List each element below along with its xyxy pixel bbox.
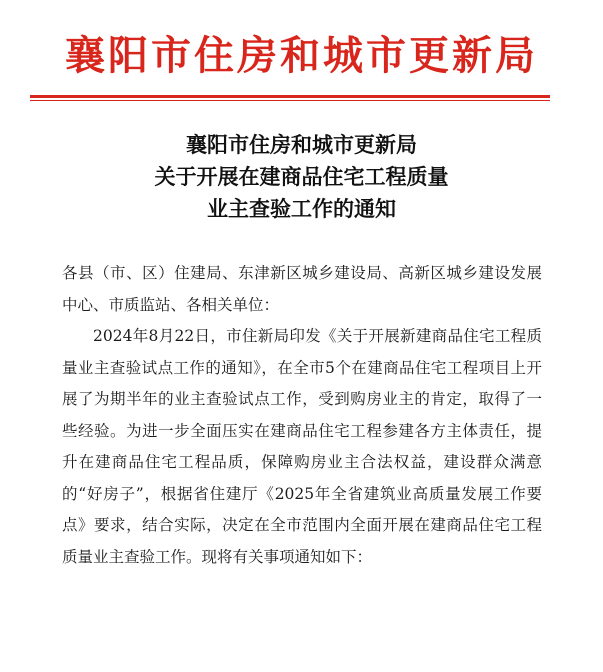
masthead: 襄阳市住房和城市更新局 [65, 32, 538, 79]
red-divider-thin [30, 100, 550, 101]
red-divider [30, 95, 550, 98]
document-title [0, 129, 603, 225]
title-line: 襄阳市住房和城市更新局 [186, 132, 417, 157]
body-paragraph: 2024年8月22日，市住新局印发《关于开展新建商品住宅工程质量业主查验试点工作的通知》，在全市5个在建商品住宅工程项目上开展了为期半年的业主查验试点工作，受到购房业主的肯定，取得了一些经验。为进一步全面压实在建商品住宅工程参建各方主体责任，提升在建商品住宅工程品质，保障购房业主合法权益，建设群众满意的“好房子”，根据省住建厅《2025年全省建筑业高质量发展工作要点》要求，结合实际，决定在全市范围内全面开展在建商品住宅工程质量业主查验工作。现将有关事项通知如下： [62, 327, 542, 566]
addressee: 各县（市、区）住建局、东津新区城乡建设局、高新区城乡建设发展中心、市质监站、各相关单位： [62, 264, 542, 314]
title-line: 关于开展在建商品住宅工程质量 [154, 164, 449, 189]
document-body [62, 258, 542, 573]
title-line: 业主查验工作的通知 [207, 196, 396, 221]
